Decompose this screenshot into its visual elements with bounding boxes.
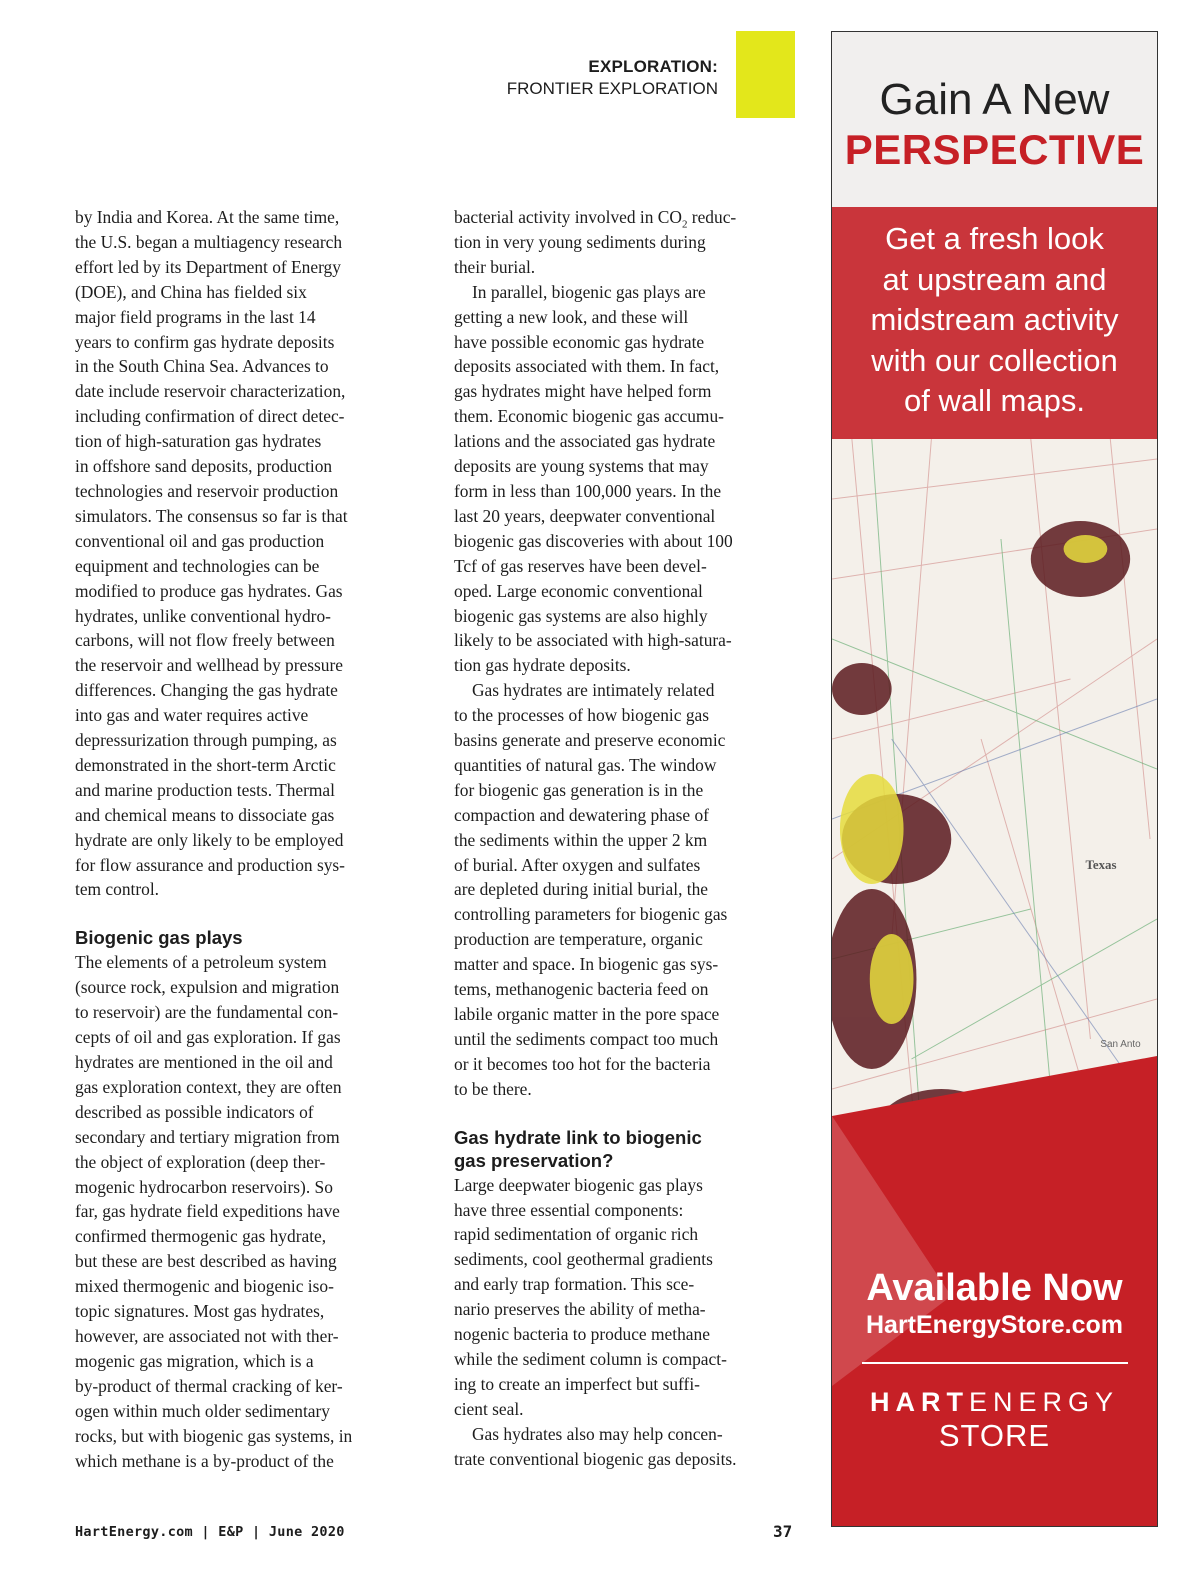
heading-gas-hydrate-link: Gas hydrate link to biogenic gas preservation? [454,1126,702,1171]
ad-call-to-action[interactable] [832,1246,1157,1526]
ad-title-line-2: PERSPECTIVE [844,126,1145,173]
mid-paragraph-5: Gas hydrates also may help concen- trate conventional biogenic gas deposits. [454,1423,737,1469]
ad-tagline: Get a fresh look at upstream and midstream activity with our collection of wall maps. [832,207,1157,439]
ad-header [832,32,1157,207]
heading-biogenic-gas-plays: Biogenic gas plays [75,927,243,949]
mid-paragraph-1-rest: tion in very young sediments during their burial. [454,231,706,277]
ad-store-link[interactable]: HartEnergyStore.com [865,1311,1124,1339]
co2-text: bacterial activity involved in CO [454,207,682,227]
ad-title-line-1: Gain A New [879,75,1110,124]
page-number: 37 [773,1522,793,1541]
mid-paragraph-2: In parallel, biogenic gas plays are getting a new look, and these will have possible economic gas hydrate deposits associated with them. In fact, gas hydrates might have helped form them. Economic biogenic gas accumu- lations and the associated gas hydrate deposits are young systems that may form in less than 100,000 years. In the last 20 years, deepwater conventional biogenic gas discoveries with about 100 Tcf of gas reserves have been devel- oped. Large economic conventional biogenic gas systems are also highly likely to be associated with high-satura- tion gas hydrate deposits. [454,281,733,676]
section-title: EXPLORATION: [588,57,718,76]
left-column [75,205,415,1473]
ad-brand-energy: ENERGY [968,1387,1120,1417]
middle-column [454,205,799,1472]
section-header [507,56,718,100]
map-label-texas: Texas [1085,856,1117,873]
ad-available-now: Available Now [866,1267,1123,1309]
left-paragraph-2: The elements of a petroleum system (source rock, expulsion and migration to reservoir) are the fundamental con- cepts of oil and gas exploration. If gas hydrates are mentioned in the oil and gas exploration context, they are often described as possible indicators of secondary and tertiary migration from the object of exploration (deep ther- mogenic hydrocarbon reservoirs). So far, gas hydrate field expeditions have confirmed thermogenic gas hydrate, but these are best described as having mixed thermogenic and biogenic iso- topic signatures. Most gas hydrates, however, are associated not with ther- mogenic gas migration, which is a by-product of thermal cracking of ker- ogen within much older sedimentary rocks, but with biogenic gas systems, in which methane is a by-product of the [75,952,353,1471]
ad-brand-store: STORE [938,1418,1051,1453]
mid-paragraph-4: Large deepwater biogenic gas plays have three essential components: rapid sedimentation of organic rich sediments, cool geothermal gradients and early trap formation. This sce- nario preserves the ability of metha- nogenic bacteria to produce methane while the sediment column is compact- ing to create an imperfect but suffi- cient seal. [454,1174,727,1419]
left-paragraph-1: by India and Korea. At the same time, the U.S. began a multiagency research effort led by its Department of Energy (DOE), and China has fielded six major field programs in the last 14 years to confirm gas hydrate deposits in the South China Sea. Advances to date include reservoir characterization, including confirmation of direct detec- tion of high-saturation gas hydrates in offshore sand deposits, production technologies and reservoir production simulators. The consensus so far is that conventional oil and gas production equipment and technologies can be modified to produce gas hydrates. Gas hydrates, unlike conventional hydro- carbons, will not flow freely between the reservoir and wellhead by pressure differences. Changing the gas hydrate into gas and water requires active depressurization through pumping, as demonstrated in the short-term Arctic and marine production tests. Thermal and chemical means to dissociate gas hydrate are only likely to be employed for flow assurance and production sys- tem control. [75,207,348,900]
map-label-city: San Anto [1100,1038,1141,1051]
mid-paragraph-1 [454,205,799,280]
footer-credit: HartEnergy.com | E&P | June 2020 [75,1524,345,1540]
advertisement[interactable] [831,31,1158,1527]
section-subtitle: FRONTIER EXPLORATION [506,79,718,98]
ad-brand-name [832,1386,1157,1418]
co2-suffix: reduc- [687,207,737,227]
co2-subscript: 2 [681,218,688,231]
ad-brand-hart: HART [869,1387,969,1417]
mid-paragraph-3: Gas hydrates are intimately related to the processes of how biogenic gas basins generate and preserve economic quantities of natural gas. The window for biogenic gas generation is in the compaction and dewatering phase of the sediments within the upper 2 km of burial. After oxygen and sulfates are depleted during initial burial, the controlling parameters for biogenic gas production are temperature, organic matter and space. In biogenic gas sys- tems, methanogenic bacteria feed on labile organic matter in the pore space until the sediments compact too much or it becomes too hot for the bacteria to be there. [454,680,728,1099]
mid-paragraph-1-line-1 [454,207,737,231]
section-color-block [736,31,795,118]
ad-divider [862,1362,1128,1364]
